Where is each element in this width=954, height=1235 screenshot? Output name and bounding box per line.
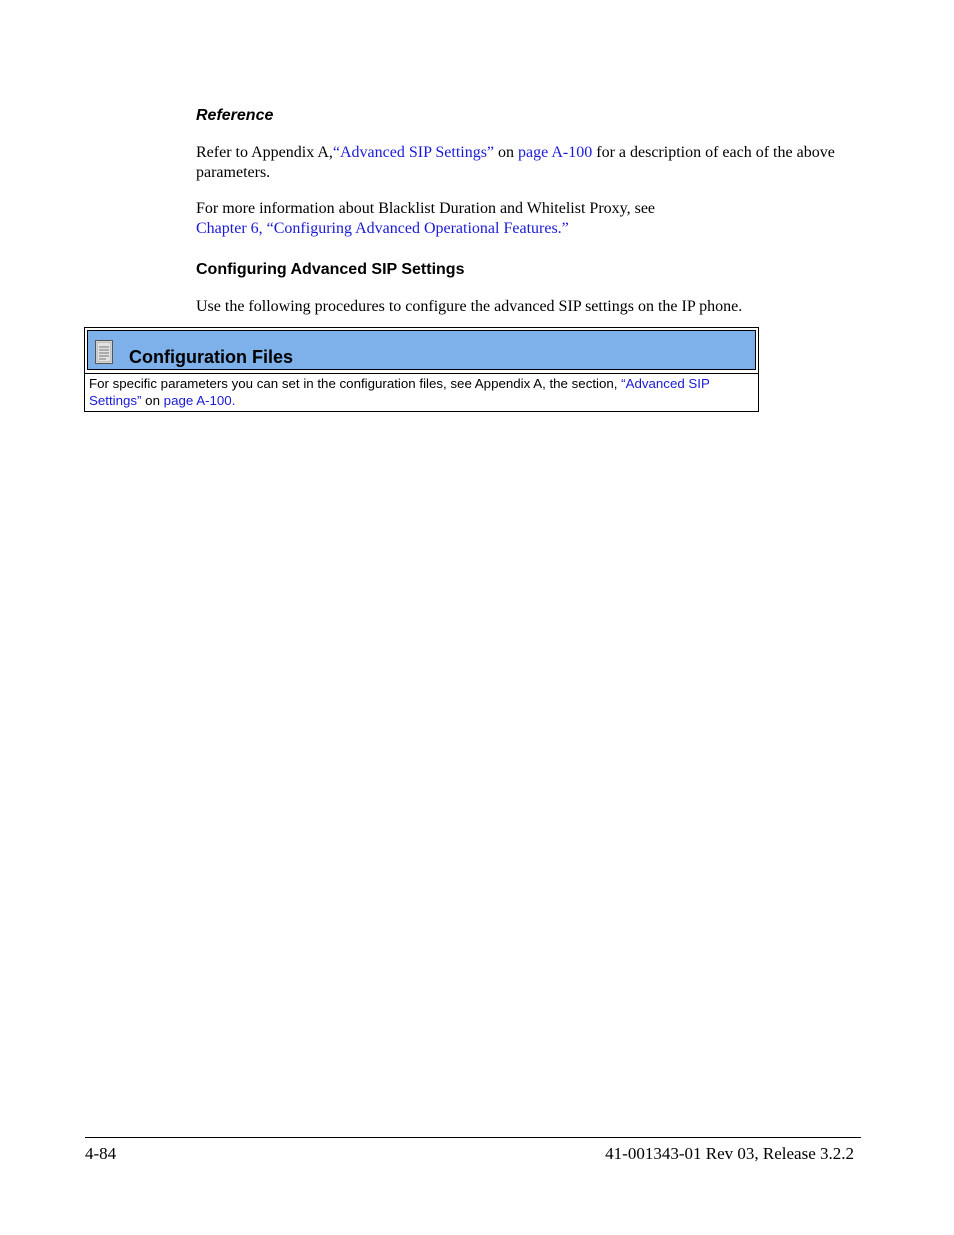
page-number: 4-84 xyxy=(85,1144,117,1163)
document-id: 41-001343-01 Rev 03, Release 3.2.2 xyxy=(605,1144,854,1163)
chapter-6-link[interactable]: Chapter 6, “Configuring Advanced Operational Features.” xyxy=(196,220,569,237)
note-header xyxy=(87,330,756,370)
footer-rule xyxy=(85,1137,861,1138)
text: on xyxy=(494,144,519,161)
document-icon xyxy=(95,340,113,364)
text: Refer to Appendix A, xyxy=(196,144,333,161)
configuration-files-note xyxy=(84,327,759,412)
advanced-sip-settings-link[interactable]: “Advanced SIP Settings” xyxy=(89,376,710,408)
reference-paragraph-2 xyxy=(196,199,846,239)
note-divider xyxy=(85,373,758,374)
note-body xyxy=(89,375,754,409)
reference-heading: Reference xyxy=(196,107,274,124)
text: For more information about Blacklist Duration and Whitelist Proxy, see xyxy=(196,200,656,217)
page-a-100-link[interactable]: page A-100. xyxy=(163,393,236,408)
reference-paragraph-1 xyxy=(196,143,846,183)
advanced-sip-settings-link[interactable]: “Advanced SIP Settings” xyxy=(332,144,495,161)
section-heading: Configuring Advanced SIP Settings xyxy=(196,261,465,278)
text: for a description of each of the above parameters. xyxy=(196,144,835,181)
page-a-100-link[interactable]: page A-100 xyxy=(518,144,593,161)
note-title: Configuration Files xyxy=(129,347,293,367)
section-paragraph: Use the following procedures to configure the advanced SIP settings on the IP phone. xyxy=(196,298,743,315)
text: For specific parameters you can set in the configuration files, see Appendix A, the section, xyxy=(89,376,622,391)
text: on xyxy=(141,393,164,408)
